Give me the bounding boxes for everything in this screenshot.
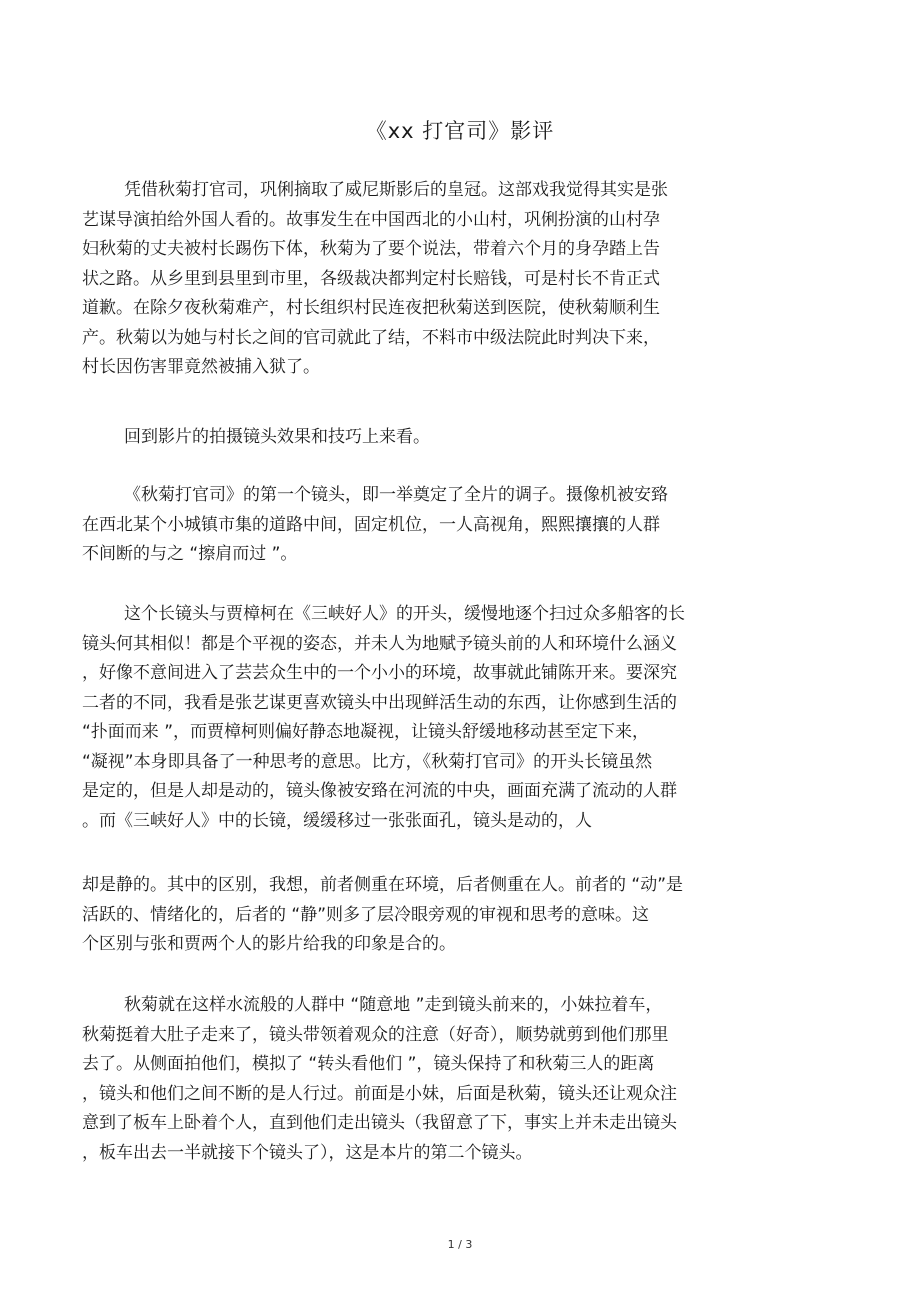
text-line: “凝视”本身即具备了一种思考的意思。比方，《秋菊打官司》的开头长镜虽然 [82, 751, 653, 772]
paragraph-transition [82, 423, 430, 453]
text-line: 却是静的。其中的区别，我想，前者侧重在环境，后者侧重在人。前者的 “动”是 [82, 875, 684, 895]
text-line: ，板车出去一半就接下个镜头了），这是本片的第二个镜头。 [82, 1142, 533, 1163]
text-line: 不间断的与之 “擦肩而过 ”。 [82, 544, 298, 564]
text-line: 是定的，但是人却是动的，镜头像被安臵在河流的中央，画面充满了流动的人群 [82, 781, 677, 801]
text-line: 秋菊就在这样水流般的人群中 “随意地 ”走到镜头前来的，小妹拉着车， [124, 995, 663, 1015]
text-line: “扑面而来 ”，而贾樟柯则偏好静态地凝视，让镜头舒缓地移动甚至定下来， [82, 722, 650, 742]
paragraph-first-shot [82, 481, 668, 570]
text-line: 道歉。在除夕夜秋菊难产，村长组织村民连夜把秋菊送到医院，使秋菊顺利生 [82, 298, 660, 318]
text-line: 回到影片的拍摄镜头效果和技巧上来看。 [124, 427, 430, 447]
paragraph-comparison [82, 600, 685, 836]
text-line: ，好像不意间进入了芸芸众生中的一个小小的环境，故事就此铺陈开来。要深究 [82, 663, 677, 683]
page-number: 1 / 3 [447, 1238, 473, 1251]
text-line: 凭借秋菊打官司，巩俐摘取了威尼斯影后的皇冠。这部戏我觉得其实是张 [124, 180, 668, 200]
text-line: 活跃的、情绪化的，后者的 “静”则多了层冷眼旁观的审视和思考的意味。这 [82, 904, 650, 925]
text-line: 艺谋导演拍给外国人看的。故事发生在中国西北的小山村，巩俐扮演的山村孕 [82, 209, 660, 230]
text-line: 产。秋菊以为她与村长之间的官司就此了结，不料市中级法院此时判决下来， [82, 327, 660, 348]
text-line: 。而《三峡好人》中的长镜，缓缓移过一张张面孔，镜头是动的，人 [82, 810, 592, 831]
text-line: 在西北某个小城镇市集的道路中间，固定机位，一人高视角，熙熙攘攘的人群 [82, 514, 660, 535]
text-line: 意到了板车上卧着个人，直到他们走出镜头（我留意了下，事实上并未走出镜头 [82, 1113, 677, 1133]
text-line: 去了。从侧面拍他们，模拟了 “转头看他们 ”，镜头保持了和秋菊三人的距离 [82, 1054, 655, 1074]
text-line: 状之路。从乡里到县里到市里，各级裁决都判定村长赔钱，可是村长不肯正式 [82, 268, 660, 289]
text-line: 镜头何其相似！都是个平视的姿态，并未人为地赋予镜头前的人和环境什么涵义 [82, 633, 677, 654]
text-line: 《秋菊打官司》的第一个镜头，即一举奠定了全片的调子。摄像机被安臵 [124, 485, 668, 505]
document-title: 《xx 打官司》影评 [365, 119, 555, 143]
paragraph-difference [82, 871, 683, 960]
text-line: 这个长镜头与贾樟柯在《三峡好人》的开头，缓慢地逐个扫过众多船客的长 [124, 604, 685, 624]
paragraph-intro [82, 176, 668, 383]
text-line: ，镜头和他们之间不断的是人行过。前面是小妹，后面是秋菊，镜头还让观众注 [82, 1083, 677, 1104]
text-line: 二者的不同，我看是张艺谋更喜欢镜头中出现鲜活生动的东西，让你感到生活的 [82, 692, 677, 713]
text-line: 妇秋菊的丈夫被村长踢伤下体，秋菊为了要个说法，带着六个月的身孕踏上告 [82, 239, 660, 259]
text-line: 个区别与张和贾两个人的影片给我的印象是合的。 [82, 934, 456, 954]
text-line: 秋菊挺着大肚子走来了，镜头带领着观众的注意（好奇），顺势就剪到他们那里 [82, 1024, 669, 1045]
paragraph-second-shot [82, 991, 677, 1168]
text-line: 村长因伤害罪竟然被捕入狱了。 [82, 357, 320, 377]
